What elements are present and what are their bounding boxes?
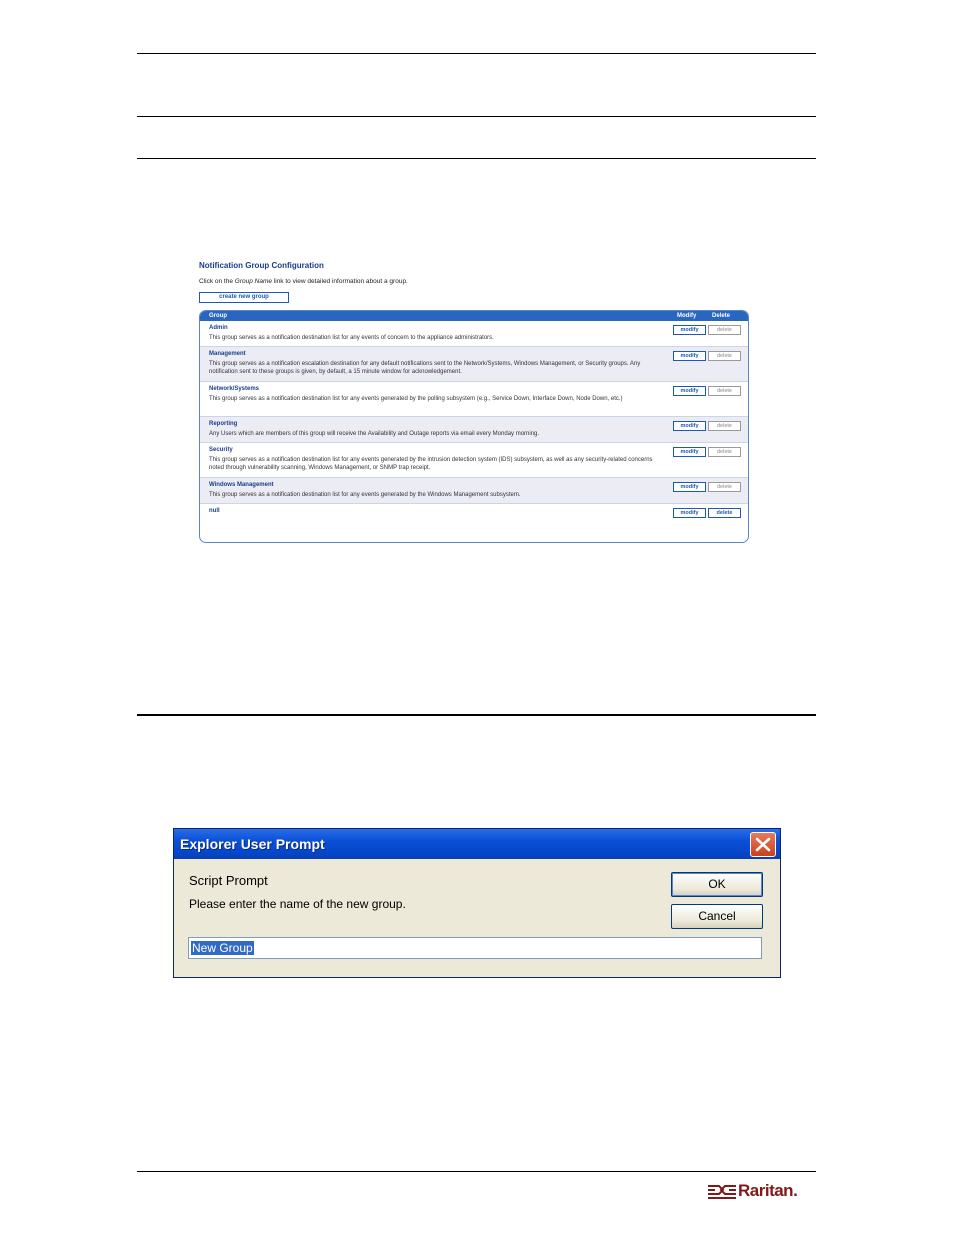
group-name-input[interactable] [188, 937, 762, 959]
close-button[interactable] [750, 832, 776, 857]
group-link-admin[interactable]: Admin [209, 325, 228, 331]
delete-button[interactable]: delete [708, 447, 741, 457]
table-row [200, 347, 748, 382]
modify-button[interactable]: modify [673, 421, 706, 431]
table-row [200, 443, 748, 478]
group-link-windows-management[interactable]: Windows Management [209, 482, 274, 488]
group-description: Any Users which are members of this group will receive the Availability and Outage reports via email every Monday morning. [209, 431, 540, 437]
modify-button[interactable]: modify [673, 325, 706, 335]
dialog-title: Explorer User Prompt [180, 836, 325, 852]
footer-rule [137, 1171, 816, 1172]
group-table [199, 310, 749, 543]
modify-button[interactable]: modify [673, 482, 706, 492]
group-description: This group serves as a notification destination list for any events generated by the Windows Management subsystem. [209, 492, 521, 498]
dialog-title-bar[interactable] [174, 829, 780, 859]
raritan-logo [706, 1180, 814, 1204]
table-row [200, 417, 748, 443]
header-rule-top [137, 53, 816, 54]
group-link-management[interactable]: Management [209, 351, 246, 357]
group-description: This group serves as a notification escalation destination for any default notifications sent to the Network/Systems, Windows Management, or Security groups. Any notification sent to these groups is given, by default, a 15 minute window for acknowledgement. [209, 361, 641, 375]
prompt-message: Please enter the name of the new group. [189, 897, 406, 911]
page-title: Notification Group Configuration [199, 261, 324, 270]
ok-button[interactable]: OK [671, 872, 763, 897]
logo-text: Raritan. [738, 1181, 798, 1200]
delete-button[interactable]: delete [708, 421, 741, 431]
modify-button[interactable]: modify [673, 447, 706, 457]
delete-button[interactable]: delete [708, 482, 741, 492]
table-row [200, 382, 748, 417]
input-selected-text: New Group [192, 941, 253, 955]
notification-group-screenshot [197, 255, 753, 547]
column-header-delete: Delete [712, 313, 731, 319]
delete-button[interactable]: delete [708, 386, 741, 396]
column-header-group: Group [209, 313, 227, 319]
group-description: This group serves as a notification destination list for any events generated by the polling subsystem (e.g., Service Down, Interface Down, Node Down, etc.) [209, 396, 623, 402]
header-rule-middle [137, 116, 816, 117]
modify-button[interactable]: modify [673, 351, 706, 361]
modify-button[interactable]: modify [673, 508, 706, 518]
modify-button[interactable]: modify [673, 386, 706, 396]
delete-button[interactable]: delete [708, 351, 741, 361]
instruction-text: Click on the Group Name link to view detailed information about a group. [199, 278, 408, 285]
create-new-group-button[interactable]: create new group [199, 292, 289, 303]
explorer-user-prompt-dialog [173, 828, 781, 978]
group-link-network-systems[interactable]: Network/Systems [209, 386, 260, 392]
section-rule [137, 714, 816, 716]
group-link-reporting[interactable]: Reporting [209, 421, 238, 427]
table-row [200, 478, 748, 504]
table-row [200, 504, 748, 543]
script-prompt-label: Script Prompt [189, 873, 268, 888]
raritan-logo-icon [706, 1180, 738, 1204]
table-header [200, 311, 748, 321]
group-link-null[interactable]: null [209, 508, 220, 514]
group-description: This group serves as a notification destination list for any events generated by the intrusion detection system (IDS) subsystem, as well as any security-related concerns noted through vulnerability scanning, Windows Management, or SNMP trap receipt. [209, 457, 653, 471]
table-row [200, 321, 748, 347]
delete-button[interactable]: delete [708, 508, 741, 518]
close-icon [755, 837, 771, 852]
group-description: This group serves as a notification destination list for any events of concern to the appliance administrators. [209, 335, 494, 341]
cancel-button[interactable]: Cancel [671, 904, 763, 929]
delete-button[interactable]: delete [708, 325, 741, 335]
header-rule-bottom [137, 158, 816, 159]
group-link-security[interactable]: Security [209, 447, 233, 453]
column-header-modify: Modify [677, 313, 697, 319]
